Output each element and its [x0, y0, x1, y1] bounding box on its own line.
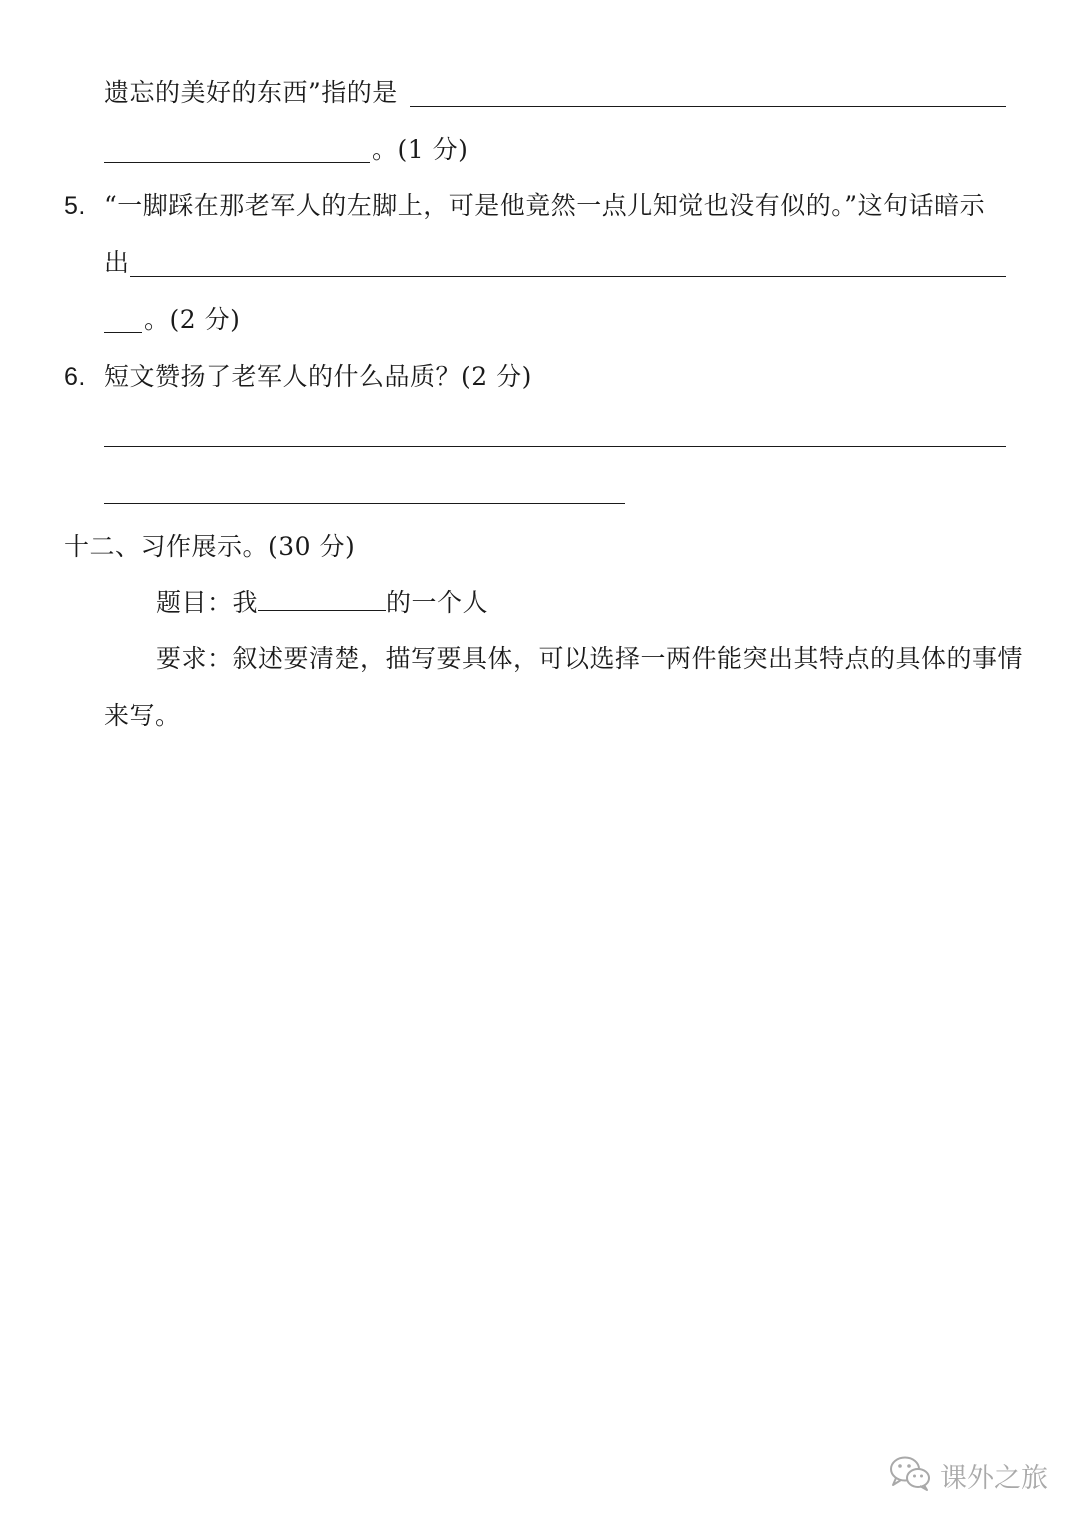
q6-text: 短文赞扬了老军人的什么品质？(2 分): [104, 362, 532, 391]
q6-answer-line-1[interactable]: [104, 446, 1006, 447]
q5-score: 。(2 分): [144, 305, 241, 334]
q5-number: 5.: [64, 192, 86, 220]
watermark-text: 课外之旅: [940, 1462, 1048, 1494]
q6-answer-line-2[interactable]: [104, 503, 625, 504]
essay-title-suffix: 的一个人: [386, 588, 489, 617]
section12-heading: 十二、习作展示。(30 分): [64, 532, 356, 561]
q6-number: 6.: [64, 363, 86, 391]
q5-answer-line-2[interactable]: [104, 332, 142, 333]
essay-title: [156, 588, 488, 618]
wechat-icon: [888, 1454, 932, 1496]
q4-answer-line-1[interactable]: [410, 106, 1006, 107]
q4-text: 遗忘的美好的东西”指的是: [104, 78, 398, 107]
essay-title-prefix: 题目：我: [156, 588, 259, 617]
essay-requirements-line-2: 来写。: [104, 701, 181, 730]
watermark: [888, 1453, 1048, 1497]
essay-requirements-line-1: 要求：叙述要清楚，描写要具体，可以选择一两件能突出其特点的具体的事情: [156, 644, 1024, 673]
essay-title-blank[interactable]: [258, 588, 386, 611]
q4-score: 。(1 分): [372, 135, 469, 164]
q5-continuation: 出: [104, 248, 130, 277]
q5-text: “一脚踩在那老军人的左脚上，可是他竟然一点儿知觉也没有似的。”这句话暗示: [104, 191, 986, 220]
q4-answer-line-2[interactable]: [104, 162, 370, 163]
q5-answer-line-1[interactable]: [130, 276, 1006, 277]
